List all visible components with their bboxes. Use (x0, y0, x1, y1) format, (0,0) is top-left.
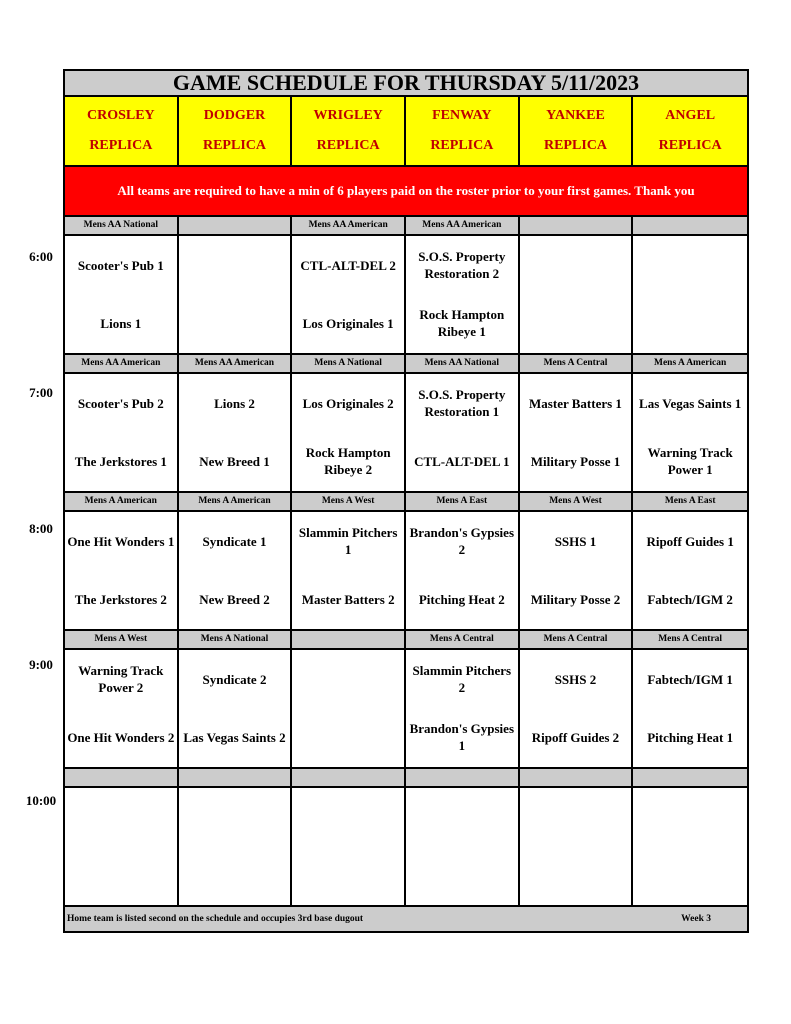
field-name-line: ANGEL (665, 108, 716, 123)
home-team (520, 846, 632, 904)
field-name-line: CROSLEY (86, 108, 155, 123)
field-header (179, 97, 293, 165)
away-team: Las Vegas Saints 1 (639, 395, 742, 411)
home-team: Brandon's Gypsies 1 (409, 721, 515, 753)
division-label: Mens AA American (179, 355, 293, 372)
game-cell (292, 650, 406, 767)
away-team: Scooter's Pub 1 (77, 257, 164, 273)
away-team: CTL-ALT-DEL 2 (300, 257, 396, 273)
division-label: Mens AA American (406, 217, 520, 234)
game-cell (520, 650, 634, 767)
home-team: Master Batters 2 (301, 591, 395, 607)
roster-notice: All teams are required to have a min of 6 players paid on the roster prior to your first games. Thank you (65, 167, 747, 217)
home-team: The Jerkstores 2 (74, 591, 167, 607)
footer (65, 907, 747, 931)
field-header (406, 97, 520, 165)
field-name-line: REPLICA (202, 138, 266, 153)
game-cell (406, 236, 520, 353)
games-row (65, 788, 747, 907)
division-label: Mens AA National (65, 217, 179, 234)
games-row (65, 374, 747, 493)
away-team (292, 650, 404, 708)
division-label: Mens A West (520, 493, 634, 510)
division-label (292, 769, 406, 786)
field-name-line: REPLICA (543, 138, 607, 153)
home-team: Rock Hampton Ribeye 2 (305, 445, 391, 477)
home-team: Los Originales 1 (302, 315, 394, 331)
away-team: Brandon's Gypsies 2 (409, 525, 515, 557)
time-label: 10:00 (25, 793, 57, 808)
division-label (520, 769, 634, 786)
away-team: Warning Track Power 2 (78, 663, 164, 695)
week-label: Week 3 (681, 914, 711, 924)
division-row (65, 631, 747, 650)
away-team (179, 788, 291, 846)
game-cell (292, 788, 406, 905)
division-label: Mens AA National (406, 355, 520, 372)
home-team: Lions 1 (100, 315, 142, 331)
home-team: Pitching Heat 2 (418, 591, 505, 607)
home-team (65, 846, 177, 904)
home-team (292, 708, 404, 766)
away-team: Slammin Pitchers 1 (298, 525, 398, 557)
game-cell (633, 512, 747, 629)
home-team: CTL-ALT-DEL 1 (414, 453, 510, 469)
game-cell (292, 236, 406, 353)
away-team (292, 788, 404, 846)
game-cell (406, 374, 520, 491)
game-cell (633, 236, 747, 353)
home-team: Warning Track Power 1 (647, 445, 733, 477)
home-team: New Breed 1 (199, 453, 270, 469)
home-team: Pitching Heat 1 (647, 729, 734, 745)
division-label: Mens A American (179, 493, 293, 510)
away-team: Ripoff Guides 1 (646, 533, 734, 549)
away-team: SSHS 2 (554, 671, 597, 687)
field-name-line: DODGER (203, 108, 266, 123)
home-team (633, 846, 747, 904)
division-row (65, 769, 747, 788)
home-team (520, 294, 632, 352)
home-team: New Breed 2 (199, 591, 270, 607)
away-team: Fabtech/IGM 1 (647, 671, 733, 687)
division-label (179, 217, 293, 234)
home-team: Rock Hampton Ribeye 1 (419, 307, 505, 339)
game-cell (65, 788, 179, 905)
field-header (65, 97, 179, 165)
game-cell (520, 374, 634, 491)
game-cell (179, 788, 293, 905)
game-cell (520, 236, 634, 353)
field-name-line: FENWAY (432, 108, 492, 123)
game-cell (179, 236, 293, 353)
away-team (633, 236, 747, 294)
game-cell (633, 374, 747, 491)
division-label (406, 769, 520, 786)
field-name-line: REPLICA (316, 138, 380, 153)
division-label: Mens AA American (292, 217, 406, 234)
division-row (65, 493, 747, 512)
division-label (633, 769, 747, 786)
home-team (633, 294, 747, 352)
division-label: Mens A West (292, 493, 406, 510)
division-label (292, 631, 406, 648)
field-name-line: REPLICA (89, 138, 153, 153)
game-cell (292, 512, 406, 629)
games-row (65, 650, 747, 769)
time-label: 8:00 (29, 521, 53, 536)
home-team: Ripoff Guides 2 (531, 729, 620, 745)
away-team: Scooter's Pub 2 (77, 395, 164, 411)
field-header (633, 97, 747, 165)
away-team: Syndicate 2 (202, 671, 267, 687)
division-label: Mens A National (292, 355, 406, 372)
home-team: The Jerkstores 1 (74, 453, 167, 469)
home-team (179, 846, 291, 904)
division-label: Mens A American (654, 358, 727, 368)
division-row (65, 355, 747, 374)
division-row (65, 217, 747, 236)
away-team (406, 788, 518, 846)
home-team-note: Home team is listed second on the schedule and occupies 3rd base dugout (67, 914, 364, 924)
division-label (520, 217, 634, 234)
away-team: S.O.S. Property Restoration 1 (418, 387, 506, 419)
game-cell (633, 650, 747, 767)
home-team (292, 846, 404, 904)
division-label: Mens A West (65, 631, 179, 648)
away-team: Syndicate 1 (202, 533, 267, 549)
game-cell (179, 512, 293, 629)
game-cell (65, 374, 179, 491)
home-team: Military Posse 2 (530, 591, 621, 607)
game-cell (65, 512, 179, 629)
away-team: Master Batters 1 (529, 395, 622, 411)
away-team: Slammin Pitchers 2 (412, 663, 512, 695)
game-cell (179, 374, 293, 491)
schedule-title: GAME SCHEDULE FOR THURSDAY 5/11/2023 (65, 71, 747, 97)
game-cell (520, 788, 634, 905)
division-label: Mens A Central (520, 631, 634, 648)
game-cell (179, 650, 293, 767)
division-label: Mens A National (179, 631, 293, 648)
games-row (65, 512, 747, 631)
away-team: SSHS 1 (554, 533, 597, 549)
division-label: Mens AA American (65, 355, 179, 372)
game-cell (520, 512, 634, 629)
home-team: Fabtech/IGM 2 (647, 591, 733, 607)
away-team (633, 788, 747, 846)
division-label: Mens A American (65, 493, 179, 510)
home-team: Las Vegas Saints 2 (183, 729, 286, 745)
game-cell (633, 788, 747, 905)
away-team: Lions 2 (214, 395, 255, 411)
field-name-line: YANKEE (546, 108, 605, 123)
field-header (520, 97, 634, 165)
field-name-line: REPLICA (658, 138, 722, 153)
game-cell (406, 788, 520, 905)
game-cell (406, 512, 520, 629)
home-team: One Hit Wonders 2 (67, 729, 175, 745)
away-team: S.O.S. Property Restoration 2 (418, 249, 506, 281)
away-team: Los Originales 2 (302, 395, 394, 411)
field-header (292, 97, 406, 165)
away-team (520, 236, 632, 294)
schedule-table (63, 69, 749, 933)
game-cell (65, 650, 179, 767)
away-team (520, 788, 632, 846)
division-label (179, 769, 293, 786)
field-name-line: REPLICA (430, 138, 494, 153)
division-label (633, 217, 747, 234)
games-row (65, 236, 747, 355)
home-team (406, 846, 518, 904)
time-label: 9:00 (29, 657, 53, 672)
time-label: 6:00 (29, 249, 53, 264)
division-label (65, 769, 179, 786)
away-team (179, 236, 291, 294)
game-cell (292, 374, 406, 491)
home-team: Military Posse 1 (530, 453, 621, 469)
home-team (179, 294, 291, 352)
away-team: One Hit Wonders 1 (67, 533, 175, 549)
division-label: Mens A Central (520, 355, 634, 372)
field-header-row (65, 97, 747, 167)
away-team (65, 788, 177, 846)
time-label: 7:00 (29, 385, 53, 400)
division-label: Mens A Central (406, 631, 520, 648)
game-cell (65, 236, 179, 353)
game-cell (406, 650, 520, 767)
division-label: Mens A East (664, 496, 716, 506)
field-name-line: WRIGLEY (313, 108, 383, 123)
division-label: Mens A East (406, 493, 520, 510)
division-label: Mens A Central (658, 634, 723, 644)
